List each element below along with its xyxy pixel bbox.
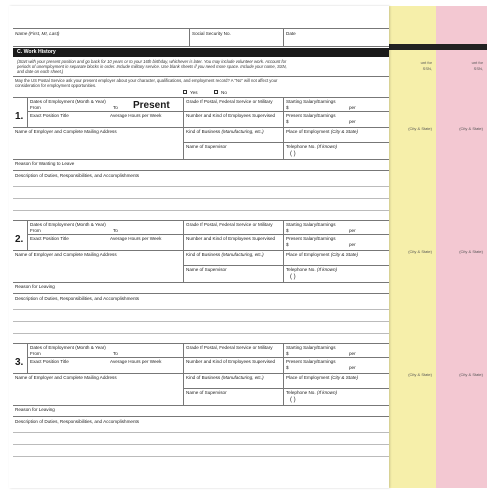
kind-of-business-label[interactable]: Kind of Business (Manufacturing, etc.) xyxy=(186,129,264,134)
per-label: per xyxy=(349,228,356,233)
employer-address-label[interactable]: Name of Employer and Complete Mailing Address xyxy=(15,252,117,257)
present-salary-label[interactable]: Present Salary/Earnings xyxy=(286,236,336,241)
phone-area-code: ( ) xyxy=(290,274,296,280)
from-label[interactable]: From xyxy=(30,351,41,356)
pink-peek-text: (City & State) xyxy=(459,249,483,254)
to-value: Present xyxy=(133,100,170,111)
no-label: No xyxy=(221,90,227,95)
position-title-label[interactable]: Exact Position Title xyxy=(30,359,69,364)
phone-area-code: ( ) xyxy=(290,397,296,403)
grade-label[interactable]: Grade If Postal, Federal Service or Military xyxy=(186,99,273,104)
dollar-sign: $ xyxy=(286,351,289,356)
yellow-peek-text: (City & State) xyxy=(408,126,432,131)
entry-number: 3. xyxy=(15,357,24,368)
place-of-employment-label[interactable]: Place of Employment (City & State) xyxy=(286,129,359,134)
supervisor-label[interactable]: Name of Supervisor xyxy=(186,390,227,395)
from-label[interactable]: From xyxy=(30,228,41,233)
grade-label[interactable]: Grade If Postal, Federal Service or Military xyxy=(186,345,273,350)
phone-area-code: ( ) xyxy=(290,151,296,157)
instructions-line: (Start with your present position and go back for 10 years or to your 16th birthday, whichever is later. You may include volunteer work. Account for xyxy=(17,59,287,64)
to-label[interactable]: To xyxy=(113,351,118,356)
present-salary-label[interactable]: Present Salary/Earnings xyxy=(286,359,336,364)
grade-label[interactable]: Grade If Postal, Federal Service or Military xyxy=(186,222,273,227)
employment-entry xyxy=(9,97,389,217)
yellow-peek-text: SSN, xyxy=(422,66,432,71)
employment-entry xyxy=(9,220,389,340)
place-of-employment-label[interactable]: Place of Employment (City & State) xyxy=(286,375,359,380)
employees-supervised-label[interactable]: Number and Kind of Employees Supervised xyxy=(186,359,276,364)
dollar-sign: $ xyxy=(286,242,289,247)
to-label[interactable]: To xyxy=(113,228,118,233)
pink-peek-text: (City & State) xyxy=(459,372,483,377)
starting-salary-label[interactable]: Starting Salary/Earnings xyxy=(286,99,336,104)
yellow-peek-text: (City & State) xyxy=(408,372,432,377)
employment-entry xyxy=(9,343,389,463)
employer-address-label[interactable]: Name of Employer and Complete Mailing Address xyxy=(15,375,117,380)
name-field-label: Name (First, MI, Last) xyxy=(15,31,60,36)
per-label: per xyxy=(349,351,356,356)
entry-number: 1. xyxy=(15,111,24,122)
present-salary-label[interactable]: Present Salary/Earnings xyxy=(286,113,336,118)
pink-peek-text: unt for xyxy=(471,60,483,65)
contact-question: consideration for employment opportunities. xyxy=(15,83,97,88)
starting-salary-label[interactable]: Starting Salary/Earnings xyxy=(286,345,336,350)
dollar-sign: $ xyxy=(286,365,289,370)
duties-label[interactable]: Description of Duties, Responsibilities, and Accomplishments xyxy=(15,296,140,301)
ssn-field-label: Social Security No. xyxy=(192,31,231,36)
dollar-sign: $ xyxy=(286,228,289,233)
dollar-sign: $ xyxy=(286,119,289,124)
contact-question: May the US Postal Service ask your present employer about your character, qualifications, and employment record? A "No" will not affect your xyxy=(15,78,278,83)
avg-hours-label[interactable]: Average Hours per Week xyxy=(110,359,162,364)
telephone-label[interactable]: Telephone No. (If known) xyxy=(286,267,338,272)
reason-for-leaving-label[interactable]: Reason for Leaving xyxy=(15,407,55,412)
kind-of-business-label[interactable]: Kind of Business (Manufacturing, etc.) xyxy=(186,252,264,257)
per-label: per xyxy=(349,119,356,124)
to-label[interactable]: To xyxy=(113,105,118,110)
instructions-line: periods of unemployment in separate blocks in order. Include military service. Use blank sheets if you need more space. Include your name, SSN, xyxy=(17,64,287,69)
starting-salary-label[interactable]: Starting Salary/Earnings xyxy=(286,222,336,227)
yes-checkbox[interactable] xyxy=(183,90,187,94)
employer-address-label[interactable]: Name of Employer and Complete Mailing Address xyxy=(15,129,117,134)
supervisor-label[interactable]: Name of Supervisor xyxy=(186,267,227,272)
instructions-line: and date on each sheet.) xyxy=(17,69,64,74)
employees-supervised-label[interactable]: Number and Kind of Employees Supervised xyxy=(186,236,276,241)
position-title-label[interactable]: Exact Position Title xyxy=(30,236,69,241)
yellow-peek-text: (City & State) xyxy=(408,249,432,254)
avg-hours-label[interactable]: Average Hours per Week xyxy=(110,113,162,118)
section-title-bar: C. Work History xyxy=(13,48,389,57)
date-field-label: Date xyxy=(286,31,296,36)
kind-of-business-label[interactable]: Kind of Business (Manufacturing, etc.) xyxy=(186,375,264,380)
dates-label: Dates of Employment (Month & Year) xyxy=(30,99,106,104)
entry-number: 2. xyxy=(15,234,24,245)
no-checkbox[interactable] xyxy=(214,90,218,94)
per-label: per xyxy=(349,242,356,247)
yes-label: Yes xyxy=(190,90,198,95)
pink-peek-text: SSN, xyxy=(473,66,483,71)
employees-supervised-label[interactable]: Number and Kind of Employees Supervised xyxy=(186,113,276,118)
telephone-label[interactable]: Telephone No. (If known) xyxy=(286,390,338,395)
duties-label[interactable]: Description of Duties, Responsibilities, and Accomplishments xyxy=(15,419,140,424)
white-form-sheet xyxy=(9,6,389,488)
supervisor-label[interactable]: Name of Supervisor xyxy=(186,144,227,149)
yellow-peek-text: unt for xyxy=(420,60,432,65)
from-label[interactable]: From xyxy=(30,105,41,110)
per-label: per xyxy=(349,105,356,110)
reason-for-leaving-label[interactable]: Reason for Leaving xyxy=(15,284,55,289)
avg-hours-label[interactable]: Average Hours per Week xyxy=(110,236,162,241)
pink-peek-text: (City & State) xyxy=(459,126,483,131)
dates-label: Dates of Employment (Month & Year) xyxy=(30,345,106,350)
per-label: per xyxy=(349,365,356,370)
position-title-label[interactable]: Exact Position Title xyxy=(30,113,69,118)
telephone-label[interactable]: Telephone No. (If known) xyxy=(286,144,338,149)
duties-label[interactable]: Description of Duties, Responsibilities, and Accomplishments xyxy=(15,173,140,178)
reason-for-leaving-label[interactable]: Reason for Wanting to Leave xyxy=(15,161,75,166)
place-of-employment-label[interactable]: Place of Employment (City & State) xyxy=(286,252,359,257)
dollar-sign: $ xyxy=(286,105,289,110)
dates-label: Dates of Employment (Month & Year) xyxy=(30,222,106,227)
